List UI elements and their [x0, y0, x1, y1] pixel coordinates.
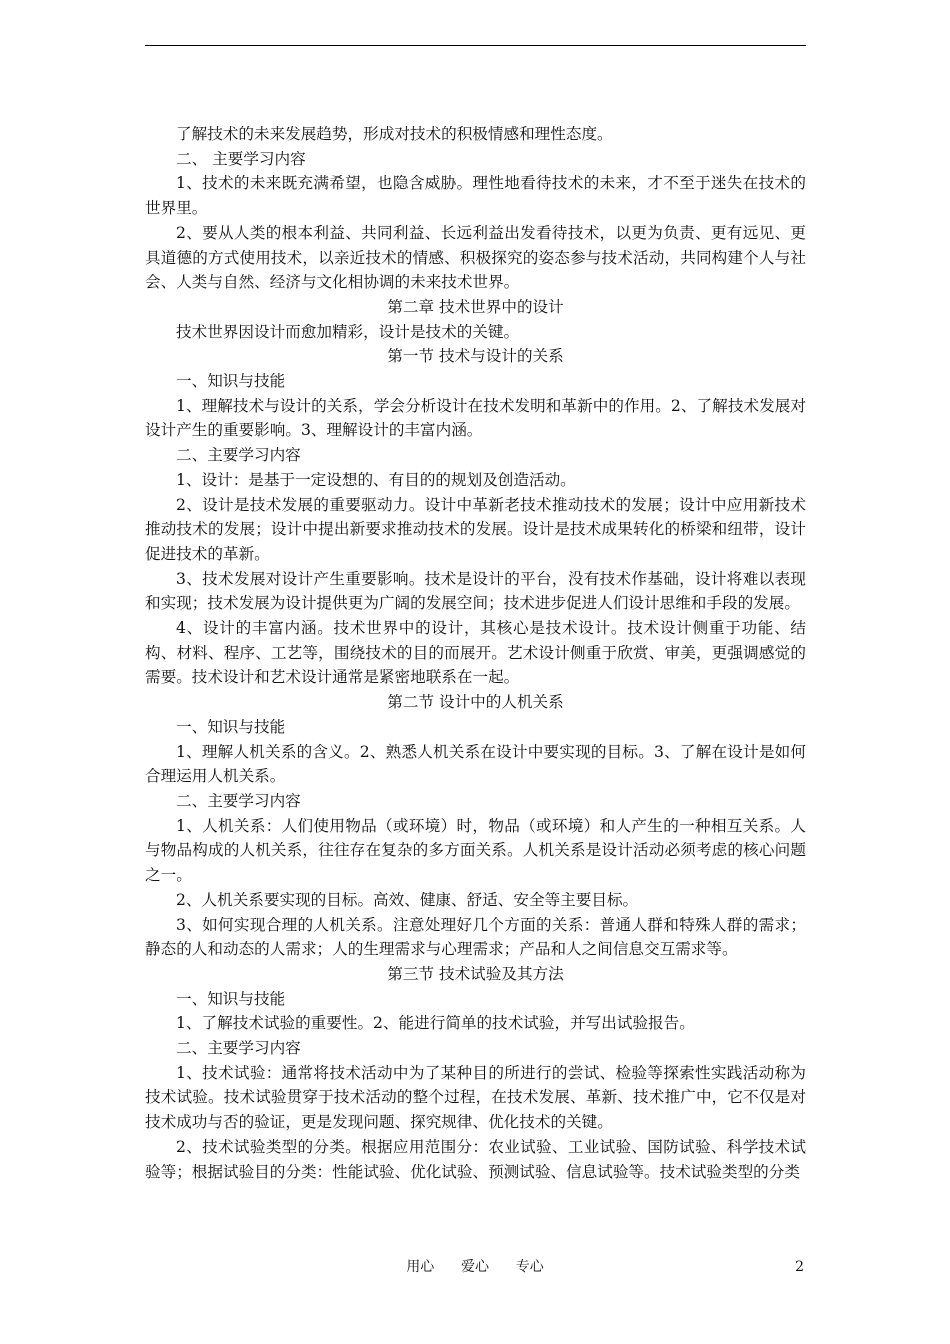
body-paragraph: 技术世界因设计而愈加精彩，设计是技术的关键。	[176, 322, 520, 341]
header-rule	[145, 45, 806, 46]
body-paragraph: 1、技术试验：通常将技术活动中为了某种目的所进行的尝试、检验等探索性实践活动称为技术试验。技术试验贯穿于技术活动的整个过程，在技术发展、革新、技术推广中，它不仅是对技术成功与否的验证，更是发现问题、探究规律、优化技术的关键。	[145, 1063, 806, 1132]
body-paragraph: 1、理解技术与设计的关系，学会分析设计在技术发明和革新中的作用。2、了解技术发展对设计产生的重要影响。3、理解设计的丰富内涵。	[145, 396, 806, 440]
section-heading: 第二节 设计中的人机关系	[387, 693, 564, 712]
body-paragraph: 了解技术的未来发展趋势，形成对技术的积极情感和理性态度。	[176, 125, 613, 143]
body-paragraph: 2、技术试验类型的分类。根据应用范围分：农业试验、工业试验、国防试验、科学技术试验等；根据试验目的分类：性能试验、优化试验、预测试验、信息试验等。技术试验类型的分类	[145, 1137, 806, 1181]
body-paragraph: 一、知识与技能	[176, 717, 286, 736]
page-number: 2	[795, 1259, 804, 1275]
body-paragraph: 2、人机关系要实现的目标。高效、健康、舒适、安全等主要目标。	[176, 890, 639, 909]
body-paragraph: 一、知识与技能	[176, 989, 286, 1008]
body-paragraph: 1、人机关系：人们使用物品（或环境）时，物品（或环境）和人产生的一种相互关系。人与物品构成的人机关系，往往存在复杂的多方面关系。人机关系是设计活动必须考虑的核心问题之一。	[145, 816, 806, 885]
footer-motto: 用心 爱心 专心	[406, 1259, 544, 1275]
body-paragraph: 二、 主要学习内容	[176, 149, 306, 168]
body-paragraph: 二、主要学习内容	[176, 791, 301, 810]
body-paragraph: 3、如何实现合理的人机关系。注意处理好几个方面的关系：普通人群和特殊人群的需求；静态的人和动态的人需求；人的生理需求与心理需求；产品和人之间信息交互需求等。	[145, 915, 806, 959]
body-paragraph: 3、技术发展对设计产生重要影响。技术是设计的平台，没有技术作基础，设计将难以表现和实现；技术发展为设计提供更为广阔的发展空间；技术进步促进人们设计思维和手段的发展。	[145, 569, 806, 613]
body-paragraph: 一、知识与技能	[176, 372, 286, 391]
section-heading: 第一节 技术与设计的关系	[387, 347, 564, 366]
body-paragraph: 2、设计是技术发展的重要驱动力。设计中革新老技术推动技术的发展；设计中应用新技术推动技术的发展；设计中提出新要求推动技术的发展。设计是技术成果转化的桥梁和纽带，设计促进技术的革新。	[145, 495, 806, 563]
body-paragraph: 二、主要学习内容	[176, 446, 301, 465]
body-paragraph: 1、理解人机关系的含义。2、熟悉人机关系在设计中要实现的目标。3、了解在设计是如何合理运用人机关系。	[145, 742, 806, 786]
body-paragraph: 2、要从人类的根本利益、共同利益、长远利益出发看待技术，以更为负责、更有远见、更具道德的方式使用技术，以亲近技术的情感、积极探究的姿态参与技术活动，共同构建个人与社会、人类与自然、经济与文化相协调的未来技术世界。	[145, 223, 806, 292]
document-body	[145, 122, 806, 1184]
section-heading: 第三节 技术试验及其方法	[387, 964, 564, 983]
body-paragraph: 4、设计的丰富内涵。技术世界中的设计，其核心是技术设计。技术设计侧重于功能、结构、材料、程序、工艺等，围绕技术的目的而展开。艺术设计侧重于欣赏、审美，更强调感觉的需要。技术设计和艺术设计通常是紧密地联系在一起。	[145, 619, 806, 687]
body-paragraph: 1、设计：是基于一定设想的、有目的的规划及创造活动。	[176, 470, 576, 489]
body-paragraph: 1、了解技术试验的重要性。2、能进行简单的技术试验，并写出试验报告。	[176, 1014, 695, 1033]
section-heading: 第二章 技术世界中的设计	[387, 297, 564, 316]
body-paragraph: 1、技术的未来既充满希望，也隐含威胁。理性地看待技术的未来，才不至于迷失在技术的世界里。	[145, 174, 806, 218]
body-paragraph: 二、主要学习内容	[176, 1039, 301, 1058]
